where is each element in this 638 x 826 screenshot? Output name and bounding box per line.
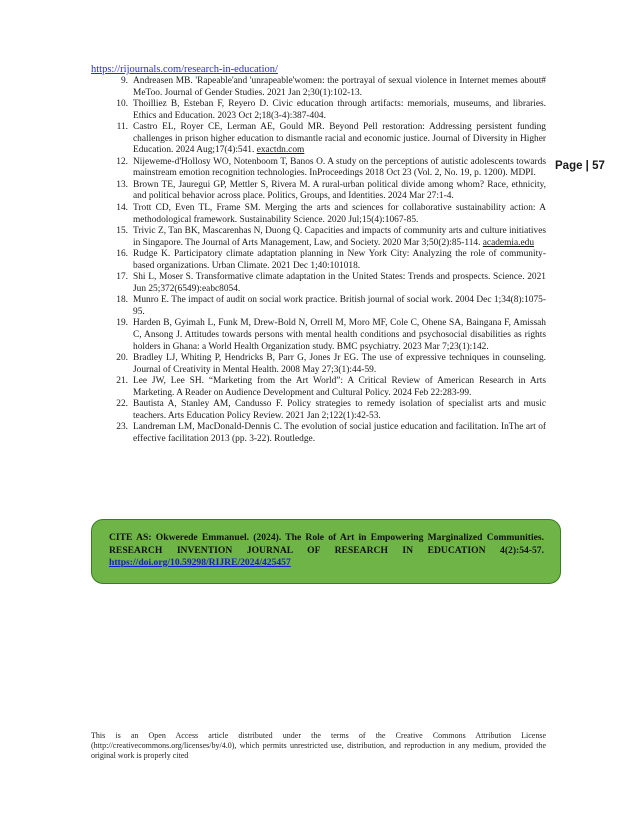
- reference-body: Nijeweme-d'Hollosy WO, Notenboom T, Banos O. A study on the perceptions of autistic adolescents towards mainstream emotion recognition technologies. InProceedings 2018 Oct 23 (Vol. 2, No. 19, p. 1200). MDPI.: [133, 156, 546, 179]
- license-footer: This is an Open Access article distributed under the terms of the Creative Commons Attribution License (http://creativecommons.org/licenses/by/4.0), which permits unrestricted use, distribution, and reproduction in any medium, provided the original work is properly cited: [91, 731, 546, 761]
- reference-body: Andreasen MB. 'Rapeable'and 'unrapeable'women: the portrayal of sexual violence in Internet memes about# MeToo. Journal of Gender Studies. 2021 Jan 2;30(1):102-13.: [133, 76, 546, 98]
- reference-number: 12.: [116, 156, 128, 167]
- reference-body: Landreman LM, MacDonald-Dennis C. The evolution of social justice education and facilitation. InThe art of effective facilitation 2013 (pp. 3-22). Routledge.: [133, 422, 546, 444]
- reference-body: Harden B, Gyimah L, Funk M, Drew-Bold N, Orrell M, Moro MF, Cole C, Ohene SA, Baingana F, Amissah C, Ansong J. Attitudes towards persons with mental health conditions and psychosocial disabilities as rights holders in Ghana: a World Health Organization study. BMC psychiatry. 2023 Mar 7;23(1):142.: [133, 318, 546, 352]
- reference-body: Castro EL, Royer CE, Lerman AE, Gould MR. Beyond Pell restoration: Addressing persistent funding challenges in prison higher education to dismantle racial and economic justice. Journal of Diversity in Higher Education. 2024 Aug;17(4):541.: [133, 122, 546, 156]
- reference-text: [133, 422, 546, 445]
- reference-link[interactable]: academia.edu: [482, 237, 535, 248]
- reference-item: [92, 249, 546, 272]
- reference-text: [133, 226, 546, 249]
- reference-text: [133, 295, 546, 318]
- reference-body: Lee JW, Lee SH. “Marketing from the Art World”: A Critical Review of American Research in Arts Marketing. A Reader on Audience Development and Cultural Policy. 2024 Feb 22:283-99.: [133, 376, 546, 398]
- reference-text: [133, 399, 546, 422]
- reference-text: [133, 376, 546, 399]
- reference-item: [92, 272, 546, 295]
- reference-text: [133, 249, 546, 272]
- reference-item: [92, 422, 546, 445]
- reference-item: [92, 157, 546, 180]
- reference-body: Trott CD, Even TL, Frame SM. Merging the arts and sciences for collaborative sustainability action: A methodological framework. Sustainability Science. 2020 Jul;15(4):1067-85.: [133, 203, 546, 225]
- reference-number: 18.: [116, 295, 128, 306]
- reference-text: [133, 203, 546, 226]
- citation-text: CITE AS: Okwerede Emmanuel. (2024). The Role of Art in Empowering Marginalized Communities. RESEARCH INVENTION JOURNAL OF RESEARCH IN EDUCATION 4(2):54-57.: [109, 532, 544, 556]
- reference-item: [92, 295, 546, 318]
- reference-item: [92, 376, 546, 399]
- reference-number: 15.: [116, 226, 128, 237]
- reference-text: [133, 99, 546, 122]
- reference-body: Trivic Z, Tan BK, Mascarenhas N, Duong Q. Capacities and impacts of community arts and culture initiatives in Singapore. The Journal of Arts Management, Law, and Society. 2020 Mar 3;50(2):85-114.: [133, 226, 546, 248]
- reference-item: [92, 122, 546, 157]
- doi-link[interactable]: https://doi.org/10.59298/RIJRE/2024/425457: [109, 557, 291, 568]
- reference-number: 23.: [116, 422, 128, 433]
- reference-number: 9.: [120, 76, 128, 86]
- reference-body: Rudge K. Participatory climate adaptation planning in New York City: Analyzing the role of community-based organizations. Urban Climate. 2021 Dec 1;40:101018.: [133, 249, 546, 271]
- reference-body: Brown TE, Jauregui GP, Mettler S, Rivera M. A rural-urban political divide among whom? Race, ethnicity, and political behavior across place. Politics, Groups, and Identities. 2024 Mar 27:1-4.: [133, 179, 546, 202]
- reference-number: 10.: [116, 99, 128, 110]
- reference-number: 21.: [116, 376, 128, 387]
- reference-body: Bautista A, Stanley AM, Candusso F. Policy strategies to remedy isolation of specialist arts and music teachers. Arts Education Policy Review. 2021 Jan 2;122(1):42-53.: [133, 399, 546, 421]
- reference-item: [92, 399, 546, 422]
- reference-item: [92, 180, 546, 203]
- reference-number: 19.: [116, 318, 128, 329]
- reference-list: [92, 76, 546, 446]
- journal-link[interactable]: https://rijournals.com/research-in-education/: [91, 64, 278, 75]
- reference-text: [133, 180, 546, 203]
- reference-body: Bradley LJ, Whiting P, Hendricks B, Parr G, Jones Jr EG. The use of expressive techniques in counseling. Journal of Creativity in Mental Health. 2008 May 27;3(1):44-59.: [133, 353, 546, 375]
- reference-body: Shi L, Moser S. Transformative climate adaptation in the United States: Trends and prospects. Science. 2021 Jun 25;372(6549):eabc8054.: [133, 272, 546, 294]
- reference-item: [92, 353, 546, 376]
- reference-text: [133, 122, 546, 157]
- citation-box: [91, 519, 561, 584]
- reference-body: Thoilliez B, Esteban F, Reyero D. Civic education through artifacts: memorials, museums, and libraries. Ethics and Education. 2023 Oct 2;18(3-4):387-404.: [133, 99, 546, 121]
- reference-item: [92, 318, 546, 353]
- reference-number: 14.: [116, 203, 128, 214]
- reference-text: [133, 157, 546, 180]
- reference-number: 20.: [116, 353, 128, 364]
- reference-item: [92, 99, 546, 122]
- reference-number: 13.: [116, 179, 128, 190]
- reference-body: Munro E. The impact of audit on social work practice. British journal of social work. 2004 Dec 1;34(8):1075-95.: [133, 295, 546, 317]
- reference-item: [92, 76, 546, 99]
- reference-text: [133, 76, 546, 99]
- reference-item: [92, 226, 546, 249]
- reference-text: [133, 318, 546, 353]
- reference-number: 22.: [116, 399, 128, 410]
- reference-number: 16.: [116, 249, 128, 260]
- reference-text: [133, 353, 546, 376]
- reference-number: 17.: [116, 272, 128, 283]
- reference-link[interactable]: exactdn.com: [256, 145, 305, 156]
- reference-item: [92, 203, 546, 226]
- reference-number: 11.: [116, 122, 128, 133]
- page-number: Page | 57: [555, 160, 605, 172]
- reference-text: [133, 272, 546, 295]
